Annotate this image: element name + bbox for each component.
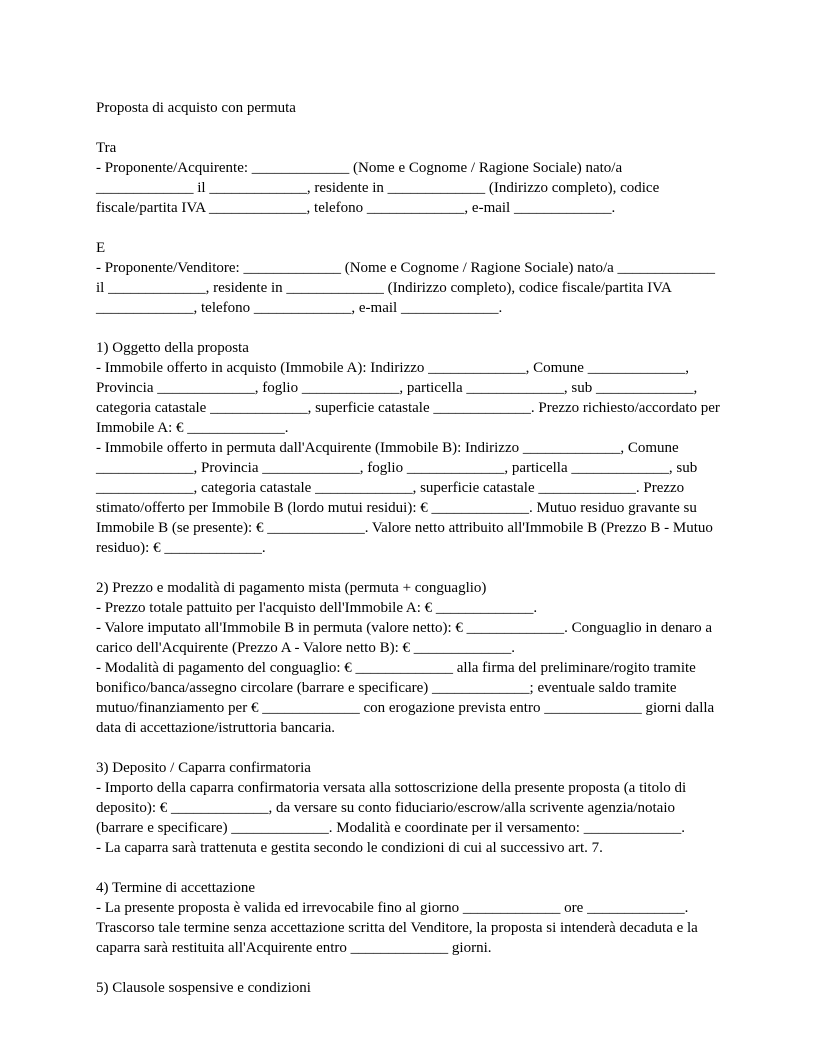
paragraph-spacer bbox=[96, 558, 720, 578]
section-4-validita: - La presente proposta è valida ed irrevocabile fino al giorno _____________ ore _____________. Trascorso tale termine senza accettazione scritta del Venditore, la proposta si intenderà decaduta e la caparra sarà restituita all'Acquirente entro _____________ giorni. bbox=[96, 900, 698, 956]
paragraph-spacer bbox=[96, 958, 720, 978]
section-3-importo-caparra: - Importo della caparra confirmatoria versata alla sottoscrizione della presente proposta (a titolo di deposito): € _____________, da versare su conto fiduciario/escrow/alla scrivente agenzia/notaio (barrare e specificare) _____________. Modalità e coordinate per il versamento: _____________. bbox=[96, 780, 687, 836]
paragraph-spacer bbox=[96, 118, 720, 138]
section-2-prezzo-totale: - Prezzo totale pattuito per l'acquisto dell'Immobile A: € _____________. bbox=[96, 600, 538, 616]
party-venditore-paragraph: - Proponente/Venditore: _____________ (Nome e Cognome / Ragione Sociale) nato/a _____________ il _____________, residente in _____________ (Indirizzo completo), codice fiscale/partita IVA _____________, telefono _____________, e-mail _____________. bbox=[96, 260, 716, 316]
heading-e: E bbox=[96, 240, 106, 256]
section-3-heading: 3) Deposito / Caparra confirmatoria bbox=[96, 760, 311, 776]
section-3-gestione-caparra: - La caparra sarà trattenuta e gestita secondo le condizioni di cui al successivo art. 7. bbox=[96, 840, 603, 856]
document-body bbox=[96, 98, 720, 998]
section-1-immobile-b: - Immobile offerto in permuta dall'Acquirente (Immobile B): Indirizzo _____________, Comune _____________, Provincia _____________, foglio _____________, particella _____________, sub _____________, categoria catastale _____________, superficie catastale _____________. Prezzo stimato/offerto per Immobile B (lordo mutui residui): € _____________. Mutuo residuo gravante su Immobile B (se presente): € _____________. Valore netto attribuito all'Immobile B (Prezzo B - Mutuo residuo): € _____________. bbox=[96, 440, 713, 556]
paragraph-spacer bbox=[96, 858, 720, 878]
section-1-immobile-a: - Immobile offerto in acquisto (Immobile A): Indirizzo _____________, Comune _____________, Provincia _____________, foglio _____________, particella _____________, sub _____________, categoria catastale _____________, superficie catastale _____________. Prezzo richiesto/accordato per Immobile A: € _____________. bbox=[96, 360, 720, 436]
paragraph-spacer bbox=[96, 318, 720, 338]
section-1-heading: 1) Oggetto della proposta bbox=[96, 340, 249, 356]
section-4-heading: 4) Termine di accettazione bbox=[96, 880, 256, 896]
heading-tra: Tra bbox=[96, 140, 117, 156]
document-title: Proposta di acquisto con permuta bbox=[96, 100, 296, 116]
section-2-modalita-pagamento: - Modalità di pagamento del conguaglio: € _____________ alla firma del preliminare/rogito tramite bonifico/banca/assegno circolare (barrare e specificare) _____________; eventuale saldo tramite mutuo/finanziamento per € _____________ con erogazione prevista entro _____________ giorni dalla data di accettazione/istruttoria bancaria. bbox=[96, 660, 715, 736]
paragraph-spacer bbox=[96, 738, 720, 758]
paragraph-spacer bbox=[96, 218, 720, 238]
section-2-valore-imputato: - Valore imputato all'Immobile B in permuta (valore netto): € _____________. Conguaglio in denaro a carico dell'Acquirente (Prezzo A - Valore netto B): € _____________. bbox=[96, 620, 713, 656]
party-acquirente-paragraph: - Proponente/Acquirente: _____________ (Nome e Cognome / Ragione Sociale) nato/a _____________ il _____________, residente in _____________ (Indirizzo completo), codice fiscale/partita IVA _____________, telefono _____________, e-mail _____________. bbox=[96, 160, 660, 216]
section-5-heading: 5) Clausole sospensive e condizioni bbox=[96, 980, 311, 996]
section-2-heading: 2) Prezzo e modalità di pagamento mista (permuta + conguaglio) bbox=[96, 580, 487, 596]
